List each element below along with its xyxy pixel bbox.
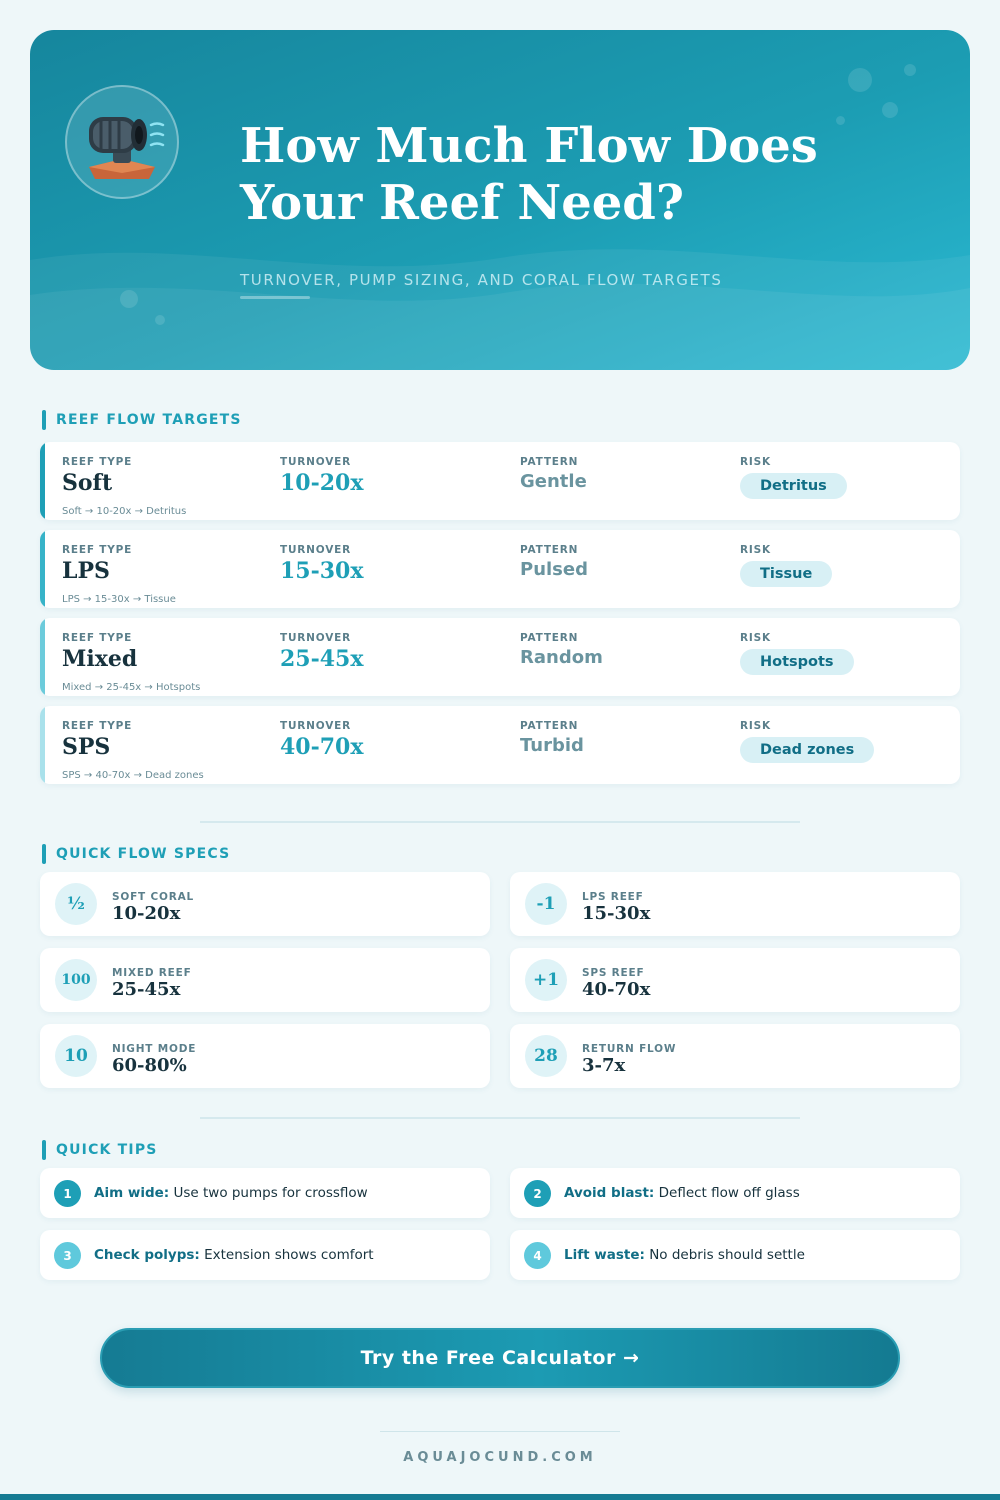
tip-title: Check polyps: — [94, 1247, 200, 1263]
risk-badge-column — [740, 632, 854, 675]
spec-value: 10-20x — [112, 903, 181, 924]
row-summary: Mixed → 25-45x → Hotspots — [62, 682, 201, 693]
turnover-value: 40-70x — [280, 734, 364, 760]
turnover-value-column — [280, 544, 363, 584]
row-accent — [40, 618, 45, 696]
spec-card — [40, 1024, 490, 1088]
reef-target-row — [40, 618, 960, 696]
reef-type: LPS — [62, 558, 110, 584]
column-label: TURNOVER — [280, 632, 351, 644]
turnover-value: 10-20x — [280, 470, 364, 496]
spec-label: SOFT CORAL — [112, 891, 195, 903]
risk-badge: Dead zones — [740, 737, 874, 763]
reef-target-row — [40, 530, 960, 608]
spec-badge: 28 — [525, 1035, 567, 1077]
reef-type: SPS — [62, 734, 111, 760]
spec-badge: ½ — [55, 883, 97, 925]
footer-divider — [380, 1431, 620, 1432]
pattern-value-column — [520, 720, 584, 756]
hero-banner — [30, 30, 970, 370]
pattern-value: Gentle — [520, 471, 587, 492]
tip-number: 1 — [54, 1180, 81, 1207]
column-label: PATTERN — [520, 632, 579, 644]
column-label: REEF TYPE — [62, 544, 133, 556]
column-label: TURNOVER — [280, 544, 351, 556]
tip-number: 2 — [524, 1180, 551, 1207]
turnover-value: 15-30x — [280, 558, 364, 584]
pattern-value: Random — [520, 647, 603, 668]
column-label: PATTERN — [520, 456, 579, 468]
tip-body: No debris should settle — [649, 1247, 805, 1263]
tip-title: Aim wide: — [94, 1185, 170, 1201]
section-heading-specs — [42, 844, 230, 864]
row-summary: Soft → 10-20x → Detritus — [62, 506, 187, 517]
spec-value: 60-80% — [112, 1055, 187, 1076]
tip-body: Extension shows comfort — [204, 1247, 374, 1263]
column-label: REEF TYPE — [62, 632, 133, 644]
column-label: TURNOVER — [280, 720, 351, 732]
bubble-decoration — [120, 290, 138, 308]
pattern-value-column — [520, 456, 587, 492]
section-heading-targets — [42, 410, 242, 430]
turnover-value-column — [280, 632, 363, 672]
column-label: PATTERN — [520, 720, 579, 732]
title-underline — [240, 296, 310, 299]
tip-body: Deflect flow off glass — [658, 1185, 800, 1201]
spec-value: 25-45x — [112, 979, 181, 1000]
row-accent — [40, 706, 45, 784]
reef-type-column — [62, 720, 132, 760]
tip-card — [510, 1230, 960, 1280]
wavemaker-pump-icon — [65, 85, 179, 199]
tip-number: 4 — [524, 1242, 551, 1269]
spec-card — [510, 1024, 960, 1088]
page-subtitle: TURNOVER, PUMP SIZING, AND CORAL FLOW TARGETS — [240, 271, 723, 289]
tip-body: Use two pumps for crossflow — [173, 1185, 368, 1201]
row-accent — [40, 530, 45, 608]
column-label: RISK — [740, 632, 771, 644]
tip-text — [94, 1247, 374, 1263]
risk-badge-column — [740, 456, 847, 499]
section-title: QUICK TIPS — [56, 1142, 158, 1158]
turnover-value-column — [280, 720, 363, 760]
bottom-bar — [0, 1494, 1000, 1500]
pattern-value-column — [520, 632, 603, 668]
column-label: REEF TYPE — [62, 720, 133, 732]
spec-label: MIXED REEF — [112, 967, 192, 979]
reef-target-row — [40, 706, 960, 784]
calculator-cta-button[interactable]: Try the Free Calculator → — [100, 1328, 900, 1388]
reef-type-column — [62, 544, 132, 584]
spec-value: 40-70x — [582, 979, 651, 1000]
tip-title: Lift waste: — [564, 1247, 645, 1263]
row-accent — [40, 442, 45, 520]
turnover-value: 25-45x — [280, 646, 364, 672]
divider — [200, 1117, 800, 1119]
risk-badge: Hotspots — [740, 649, 854, 675]
spec-card — [40, 872, 490, 936]
column-label: RISK — [740, 544, 771, 556]
reef-type-column — [62, 456, 132, 496]
spec-badge: -1 — [525, 883, 567, 925]
row-summary: LPS → 15-30x → Tissue — [62, 594, 176, 605]
spec-badge: 10 — [55, 1035, 97, 1077]
reef-target-row — [40, 442, 960, 520]
spec-value: 3-7x — [582, 1055, 626, 1076]
tip-text — [94, 1185, 368, 1201]
column-label: RISK — [740, 456, 771, 468]
spec-card — [40, 948, 490, 1012]
bubble-decoration — [904, 64, 916, 76]
spec-badge: 100 — [55, 959, 97, 1001]
pattern-value-column — [520, 544, 588, 580]
spec-label: RETURN FLOW — [582, 1043, 677, 1055]
spec-card — [510, 948, 960, 1012]
turnover-value-column — [280, 456, 363, 496]
pattern-value: Pulsed — [520, 559, 588, 580]
bubble-decoration — [848, 68, 872, 92]
spec-value: 15-30x — [582, 903, 651, 924]
tip-card — [40, 1230, 490, 1280]
pattern-value: Turbid — [520, 735, 584, 756]
spec-label: LPS REEF — [582, 891, 644, 903]
bubble-decoration — [882, 102, 898, 118]
spec-label: SPS REEF — [582, 967, 645, 979]
risk-badge: Detritus — [740, 473, 847, 499]
section-title: REEF FLOW TARGETS — [56, 412, 242, 428]
reef-type: Soft — [62, 470, 113, 496]
column-label: RISK — [740, 720, 771, 732]
column-label: PATTERN — [520, 544, 579, 556]
reef-type-column — [62, 632, 137, 672]
tip-number: 3 — [54, 1242, 81, 1269]
column-label: REEF TYPE — [62, 456, 133, 468]
divider — [200, 821, 800, 823]
bubble-decoration — [155, 315, 165, 325]
risk-badge-column — [740, 720, 874, 763]
risk-badge: Tissue — [740, 561, 832, 587]
spec-card — [510, 872, 960, 936]
spec-badge: +1 — [525, 959, 567, 1001]
section-heading-tips — [42, 1140, 158, 1160]
tip-text — [564, 1247, 805, 1263]
page-title: How Much Flow Does Your Reef Need? — [240, 118, 818, 231]
risk-badge-column — [740, 544, 832, 587]
spec-label: NIGHT MODE — [112, 1043, 197, 1055]
section-title: QUICK FLOW SPECS — [56, 846, 231, 862]
reef-type: Mixed — [62, 646, 138, 672]
tip-card — [40, 1168, 490, 1218]
footer-site-link[interactable]: AQUAJOCUND.COM — [403, 1450, 597, 1465]
tip-title: Avoid blast: — [564, 1185, 655, 1201]
tip-card — [510, 1168, 960, 1218]
tip-text — [564, 1185, 800, 1201]
row-summary: SPS → 40-70x → Dead zones — [62, 770, 204, 781]
column-label: TURNOVER — [280, 456, 351, 468]
